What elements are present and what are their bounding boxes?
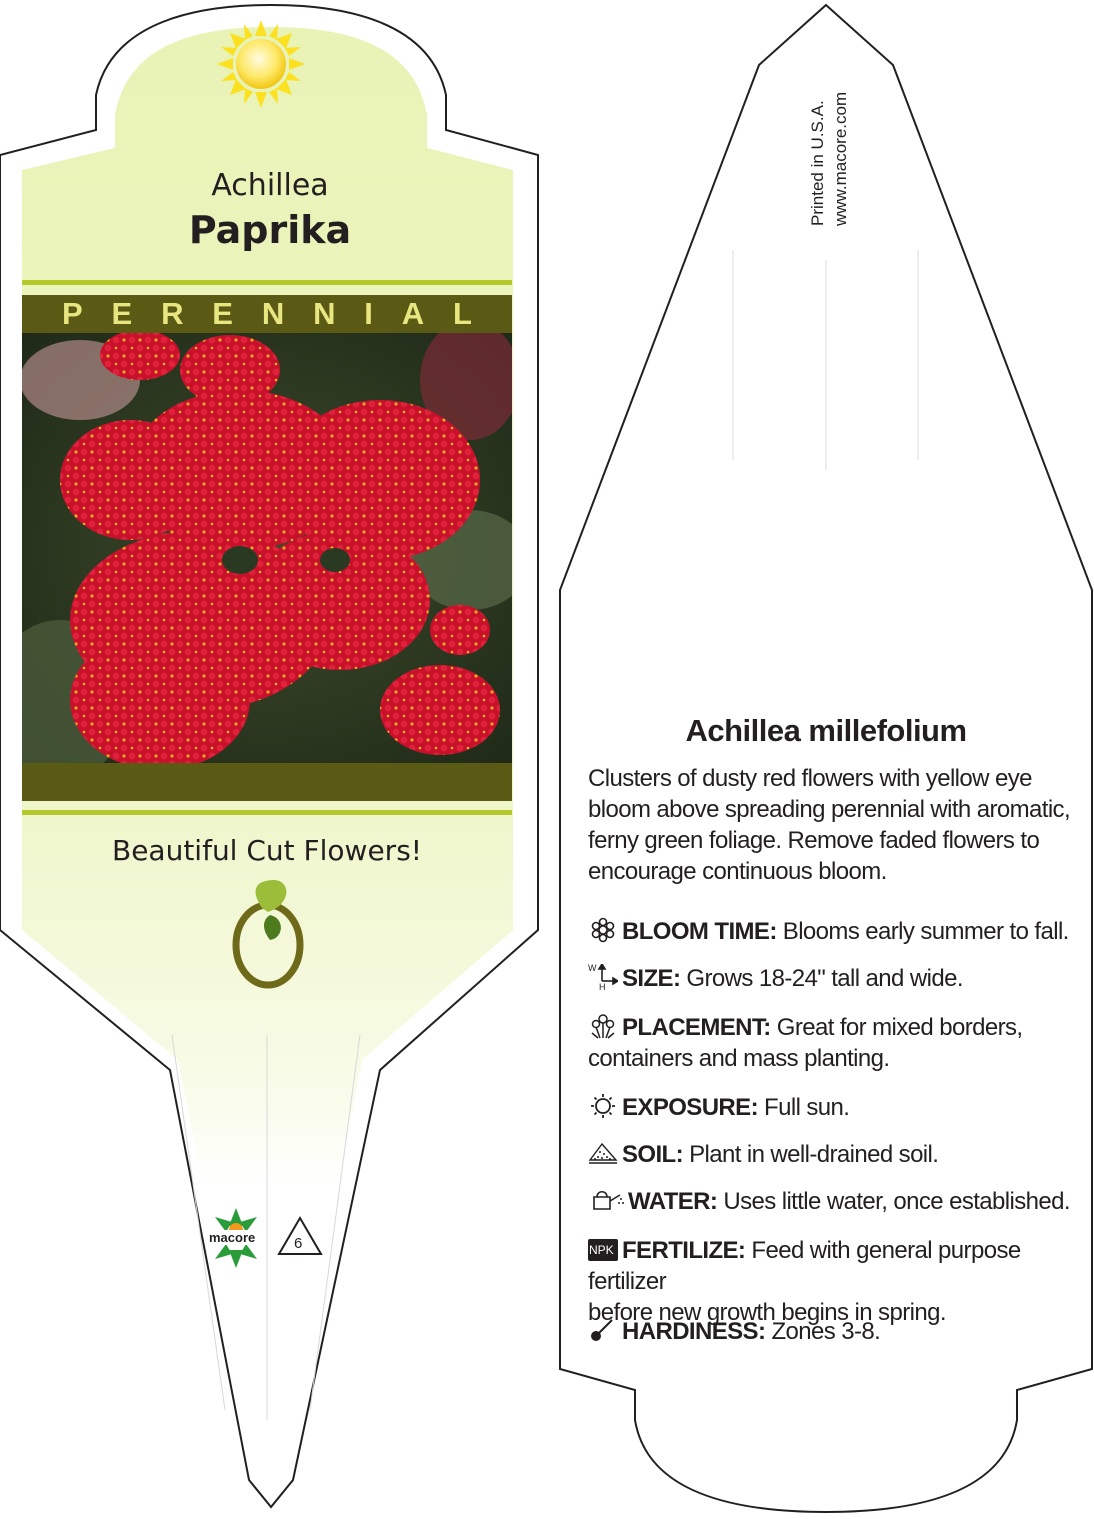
- exposure-text: Full sun.: [764, 1094, 850, 1121]
- water-row: [588, 1186, 1083, 1217]
- category-letter: R: [161, 296, 184, 331]
- size-label: SIZE:: [622, 965, 681, 992]
- soil-text: Plant in well-drained soil.: [689, 1141, 939, 1168]
- soil-row: [588, 1139, 1083, 1170]
- watering-can-icon: [588, 1187, 624, 1213]
- category-label: [62, 296, 472, 332]
- category-letter: I: [364, 296, 373, 331]
- description: [588, 763, 1078, 887]
- npk-text: NPK: [589, 1243, 614, 1257]
- flower-photo: [0, 320, 530, 780]
- lower-band: [22, 763, 512, 801]
- botanical-name: Achillea millefolium: [685, 713, 967, 748]
- recycle-code: 6: [294, 1235, 303, 1252]
- size-text: Grows 18-24" tall and wide.: [686, 965, 963, 992]
- thermometer-icon: [588, 1317, 618, 1343]
- category-letter: E: [111, 296, 133, 331]
- tagline: Beautiful Cut Flowers!: [111, 834, 423, 867]
- sun-icon: [217, 20, 305, 108]
- category-letter: N: [313, 296, 336, 331]
- description-line: bloom above spreading perennial with aromatic,: [588, 796, 1071, 823]
- brand-name: macore: [209, 1230, 256, 1245]
- hardiness-label: HARDINESS:: [622, 1318, 766, 1345]
- bloom-time-label: BLOOM TIME:: [622, 918, 777, 945]
- category-letter: N: [261, 296, 285, 331]
- description-line: Clusters of dusty red flowers with yellow eye: [588, 765, 1032, 792]
- exposure-label: EXPOSURE:: [622, 1094, 758, 1121]
- description-line: encourage continuous bloom.: [588, 858, 887, 885]
- description-line: ferny green foliage. Remove faded flowers to: [588, 827, 1040, 854]
- fertilize-row: [588, 1235, 1083, 1328]
- fertilize-label: FERTILIZE:: [622, 1237, 746, 1264]
- soil-label: SOIL:: [622, 1141, 683, 1168]
- size-icon-h: H: [599, 982, 605, 992]
- website: www.macore.com: [831, 91, 850, 226]
- hardiness-text: Zones 3-8.: [771, 1318, 881, 1345]
- placement-icon: [588, 1013, 618, 1039]
- hardiness-row: [588, 1316, 1083, 1347]
- category-letter: L: [453, 296, 472, 331]
- placement-row: [588, 1012, 1083, 1074]
- soil-icon: [588, 1140, 618, 1166]
- fertilize-text: Feed with general purpose fertilizer: [588, 1237, 1021, 1295]
- placement-text: Great for mixed borders,: [776, 1014, 1023, 1041]
- bloom-time-text: Blooms early summer to fall.: [782, 918, 1069, 945]
- size-row: [588, 963, 1083, 994]
- water-text: Uses little water, once established.: [723, 1188, 1070, 1215]
- sun-exposure-icon: [588, 1093, 618, 1119]
- category-letter: P: [62, 296, 83, 331]
- flower-icon: [588, 917, 618, 943]
- npk-icon: [588, 1239, 618, 1261]
- printed-label: Printed in U.S.A.: [808, 100, 827, 226]
- exposure-row: [588, 1092, 1083, 1123]
- category-letter: A: [401, 296, 425, 331]
- placement-label: PLACEMENT:: [622, 1014, 771, 1041]
- size-icon: [588, 964, 618, 990]
- water-label: WATER:: [628, 1188, 718, 1215]
- placement-text-cont: containers and mass planting.: [588, 1045, 890, 1072]
- category-letter: E: [212, 296, 233, 331]
- printed-in: [806, 92, 852, 226]
- cultivar-name: Paprika: [188, 208, 352, 252]
- size-icon-w: W: [588, 963, 596, 973]
- fertilize-text-cont: before new growth begins in spring.: [588, 1299, 946, 1326]
- common-name: Achillea: [211, 168, 329, 203]
- bloom-time-row: [588, 916, 1083, 947]
